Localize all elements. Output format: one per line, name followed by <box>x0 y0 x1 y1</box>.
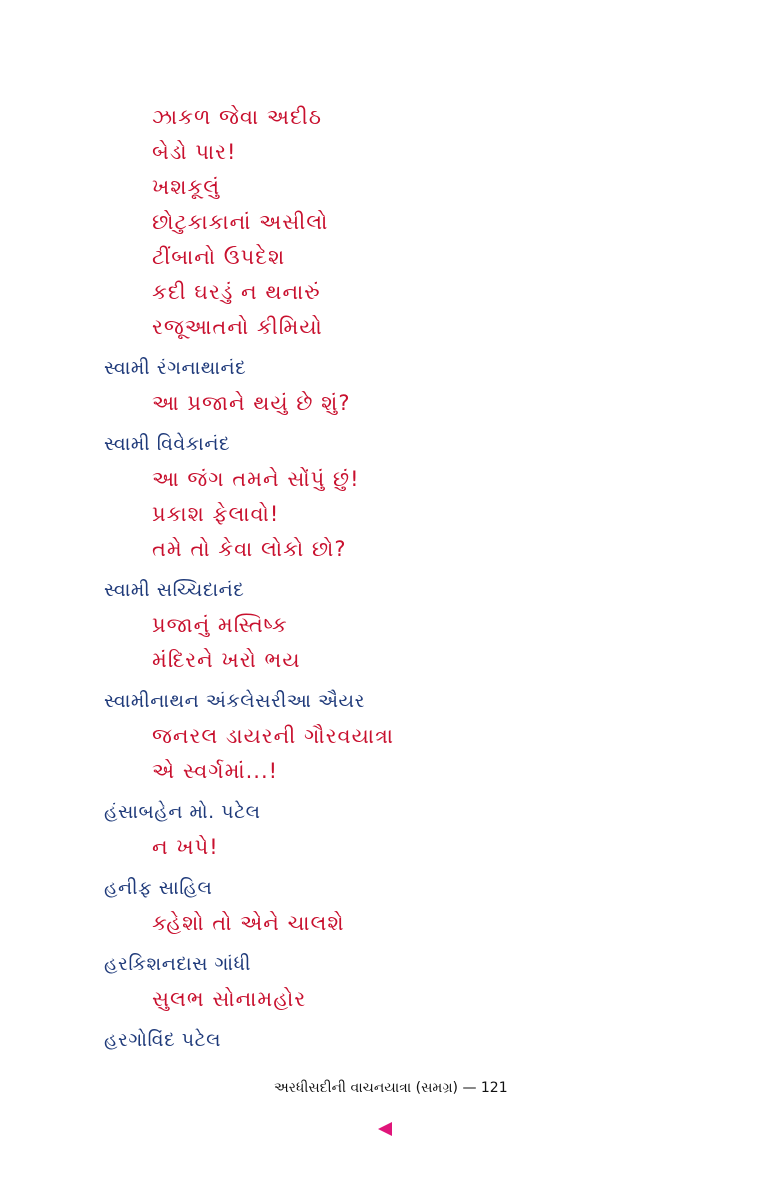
article-title: તમે તો કેવા લોકો છો? <box>152 537 347 561</box>
triangle-left-icon[interactable] <box>378 1122 392 1136</box>
article-title: આ પ્રજાને થયું છે શું? <box>152 391 351 415</box>
article-title: છોટુકાકાનાં અસીલો <box>152 210 329 234</box>
author-name: હરગોવિંદ પટેલ <box>104 1029 221 1051</box>
article-title: મંદિરને ખરો ભય <box>152 648 301 672</box>
article-title: એ સ્વર્ગમાં...! <box>152 759 279 783</box>
article-title: ટીંબાનો ઉપદેશ <box>152 245 286 269</box>
contents-list <box>104 100 724 1058</box>
author-name: હનીફ સાહિલ <box>104 877 213 899</box>
article-title: જનરલ ડાયરની ગૌરવયાત્રા <box>152 724 395 748</box>
article-title: રજૂઆતનો કીમિયો <box>152 315 323 339</box>
article-title: ખશકૂલું <box>152 175 221 199</box>
author-name: સ્વામીનાથન અંકલેસરીઆ ઐયર <box>104 690 365 712</box>
author-name: હરકિશનદાસ ગાંધી <box>104 953 251 975</box>
article-title: બેડો પાર! <box>152 140 237 164</box>
author-name: સ્વામી સચ્ચિદાનંદ <box>104 579 245 601</box>
article-title: પ્રજાનું મસ્તિષ્ક <box>152 613 288 637</box>
page-footer: અરધીસદીની વાચનયાત્રા (સમગ્ર) — 121 <box>274 1080 508 1096</box>
article-title: ક્હેશો તો એને ચાલશે <box>152 911 345 935</box>
author-name: હંસાબહેન મો. પટેલ <box>104 801 261 823</box>
article-title: સુલભ સોનામહોર <box>152 987 307 1011</box>
article-title: ન ખપે! <box>152 835 219 859</box>
article-title: કદી ઘરડું ન થનારું <box>152 280 321 304</box>
article-title: પ્રકાશ ફેલાવો! <box>152 502 280 526</box>
author-name: સ્વામી રંગનાથાનંદ <box>104 357 247 379</box>
article-title: ઝાકળ જેવા અદીઠ <box>152 105 322 129</box>
article-title: આ જંગ તમને સોંપું છું! <box>152 467 360 491</box>
author-name: સ્વામી વિવેકાનંદ <box>104 433 231 455</box>
